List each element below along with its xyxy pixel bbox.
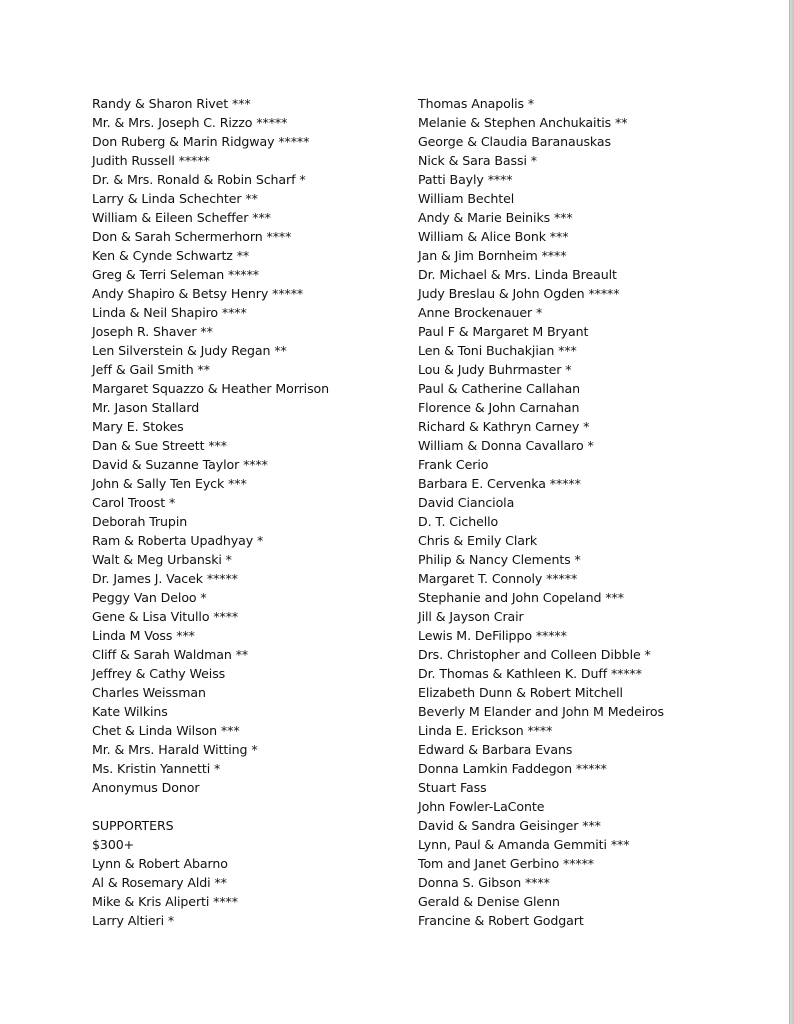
donor-name: Judith Russell *****	[92, 153, 210, 168]
donor-name: Ms. Kristin Yannetti *	[92, 761, 221, 776]
donor-name: Chris & Emily Clark	[418, 533, 538, 548]
section-heading: SUPPORTERS	[92, 818, 174, 833]
donor-name: Greg & Terri Seleman *****	[92, 267, 260, 282]
donor-name: Ram & Roberta Upadhyay *	[92, 533, 264, 548]
donor-name: Margaret T. Connoly *****	[418, 571, 578, 586]
donor-name: Drs. Christopher and Colleen Dibble *	[418, 647, 651, 662]
donor-name: Nick & Sara Bassi *	[418, 153, 537, 168]
donor-name: Kate Wilkins	[92, 704, 168, 719]
donor-name: Larry Altieri *	[92, 913, 175, 928]
donor-name: Don & Sarah Schermerhorn ****	[92, 229, 292, 244]
donor-name: Lynn & Robert Abarno	[92, 856, 228, 871]
donor-name: Dr. James J. Vacek *****	[92, 571, 238, 586]
donor-name: Richard & Kathryn Carney *	[418, 419, 590, 434]
donor-name: Lou & Judy Buhrmaster *	[418, 362, 572, 377]
donor-name: David Cianciola	[418, 495, 515, 510]
donor-name: D. T. Cichello	[418, 514, 499, 529]
donor-name: Paul F & Margaret M Bryant	[418, 324, 589, 339]
donor-name: Lewis M. DeFilippo *****	[418, 628, 567, 643]
donor-name: Melanie & Stephen Anchukaitis **	[418, 115, 628, 130]
donor-name: William & Eileen Scheffer ***	[92, 210, 271, 225]
donor-name: Donna Lamkin Faddegon *****	[418, 761, 607, 776]
section-amount: $300+	[92, 837, 135, 852]
donor-name: Mr. & Mrs. Harald Witting *	[92, 742, 258, 757]
donor-name: Mary E. Stokes	[92, 419, 184, 434]
donor-name: Philip & Nancy Clements *	[418, 552, 581, 567]
donor-name: Len & Toni Buchakjian ***	[418, 343, 577, 358]
donor-name: Cliff & Sarah Waldman **	[92, 647, 249, 662]
donor-name: George & Claudia Baranauskas	[418, 134, 611, 149]
donor-name: Len Silverstein & Judy Regan **	[92, 343, 287, 358]
donor-name: William Bechtel	[418, 191, 515, 206]
donor-name: David & Suzanne Taylor ****	[92, 457, 268, 472]
donor-name: Judy Breslau & John Ogden *****	[418, 286, 620, 301]
donor-name: Mr. & Mrs. Joseph C. Rizzo *****	[92, 115, 288, 130]
donor-name: Linda M Voss ***	[92, 628, 195, 643]
donor-name: Barbara E. Cervenka *****	[418, 476, 581, 491]
donor-list-right	[418, 94, 664, 930]
donor-name: Peggy Van Deloo *	[92, 590, 207, 605]
spacer	[92, 797, 329, 816]
donor-name: Thomas Anapolis *	[418, 96, 535, 111]
donor-list-left	[92, 94, 329, 930]
donor-name: John Fowler-LaConte	[418, 799, 545, 814]
donor-name: Al & Rosemary Aldi **	[92, 875, 227, 890]
donor-name: Linda E. Erickson ****	[418, 723, 553, 738]
donor-name: Larry & Linda Schechter **	[92, 191, 258, 206]
donor-name: Jeff & Gail Smith **	[92, 362, 210, 377]
page-edge-divider	[789, 0, 794, 1024]
donor-name: Edward & Barbara Evans	[418, 742, 573, 757]
donor-name: Frank Cerio	[418, 457, 489, 472]
donor-name: Gene & Lisa Vitullo ****	[92, 609, 239, 624]
donor-name: Joseph R. Shaver **	[92, 324, 213, 339]
donor-name: Gerald & Denise Glenn	[418, 894, 560, 909]
donor-name: Jan & Jim Bornheim ****	[418, 248, 567, 263]
donor-name: Carol Troost *	[92, 495, 176, 510]
donor-name: Florence & John Carnahan	[418, 400, 580, 415]
donor-name: Donna S. Gibson ****	[418, 875, 550, 890]
donor-name: Walt & Meg Urbanski *	[92, 552, 232, 567]
donor-name: Stephanie and John Copeland ***	[418, 590, 624, 605]
donor-name: Tom and Janet Gerbino *****	[418, 856, 594, 871]
donor-name: Dr. Michael & Mrs. Linda Breault	[418, 267, 617, 282]
donor-name: Ken & Cynde Schwartz **	[92, 248, 250, 263]
donor-name: Mike & Kris Aliperti ****	[92, 894, 238, 909]
donor-name: William & Alice Bonk ***	[418, 229, 569, 244]
donor-name: Chet & Linda Wilson ***	[92, 723, 240, 738]
donor-name: William & Donna Cavallaro *	[418, 438, 594, 453]
donor-name: Dr. Thomas & Kathleen K. Duff *****	[418, 666, 642, 681]
donor-name: Anne Brockenauer *	[418, 305, 543, 320]
donor-name: Deborah Trupin	[92, 514, 188, 529]
donor-name: Paul & Catherine Callahan	[418, 381, 581, 396]
donor-name: Dr. & Mrs. Ronald & Robin Scharf *	[92, 172, 306, 187]
donor-name: Patti Bayly ****	[418, 172, 513, 187]
donor-name: Randy & Sharon Rivet ***	[92, 96, 251, 111]
donor-name: Don Ruberg & Marin Ridgway *****	[92, 134, 310, 149]
donor-name: Andy Shapiro & Betsy Henry *****	[92, 286, 304, 301]
donor-name: Jeffrey & Cathy Weiss	[92, 666, 226, 681]
donor-name: Linda & Neil Shapiro ****	[92, 305, 247, 320]
donor-name: Lynn, Paul & Amanda Gemmiti ***	[418, 837, 630, 852]
donor-name: John & Sally Ten Eyck ***	[92, 476, 247, 491]
donor-name: Dan & Sue Streett ***	[92, 438, 227, 453]
donor-name: David & Sandra Geisinger ***	[418, 818, 601, 833]
donor-name: Anonymus Donor	[92, 780, 200, 795]
donor-name: Mr. Jason Stallard	[92, 400, 200, 415]
donor-name: Andy & Marie Beiniks ***	[418, 210, 573, 225]
donor-name: Jill & Jayson Crair	[418, 609, 524, 624]
donor-name: Beverly M Elander and John M Medeiros	[418, 704, 664, 719]
donor-name: Stuart Fass	[418, 780, 487, 795]
donor-name: Francine & Robert Godgart	[418, 913, 584, 928]
donor-name: Margaret Squazzo & Heather Morrison	[92, 381, 330, 396]
donor-name: Elizabeth Dunn & Robert Mitchell	[418, 685, 623, 700]
donor-name: Charles Weissman	[92, 685, 206, 700]
